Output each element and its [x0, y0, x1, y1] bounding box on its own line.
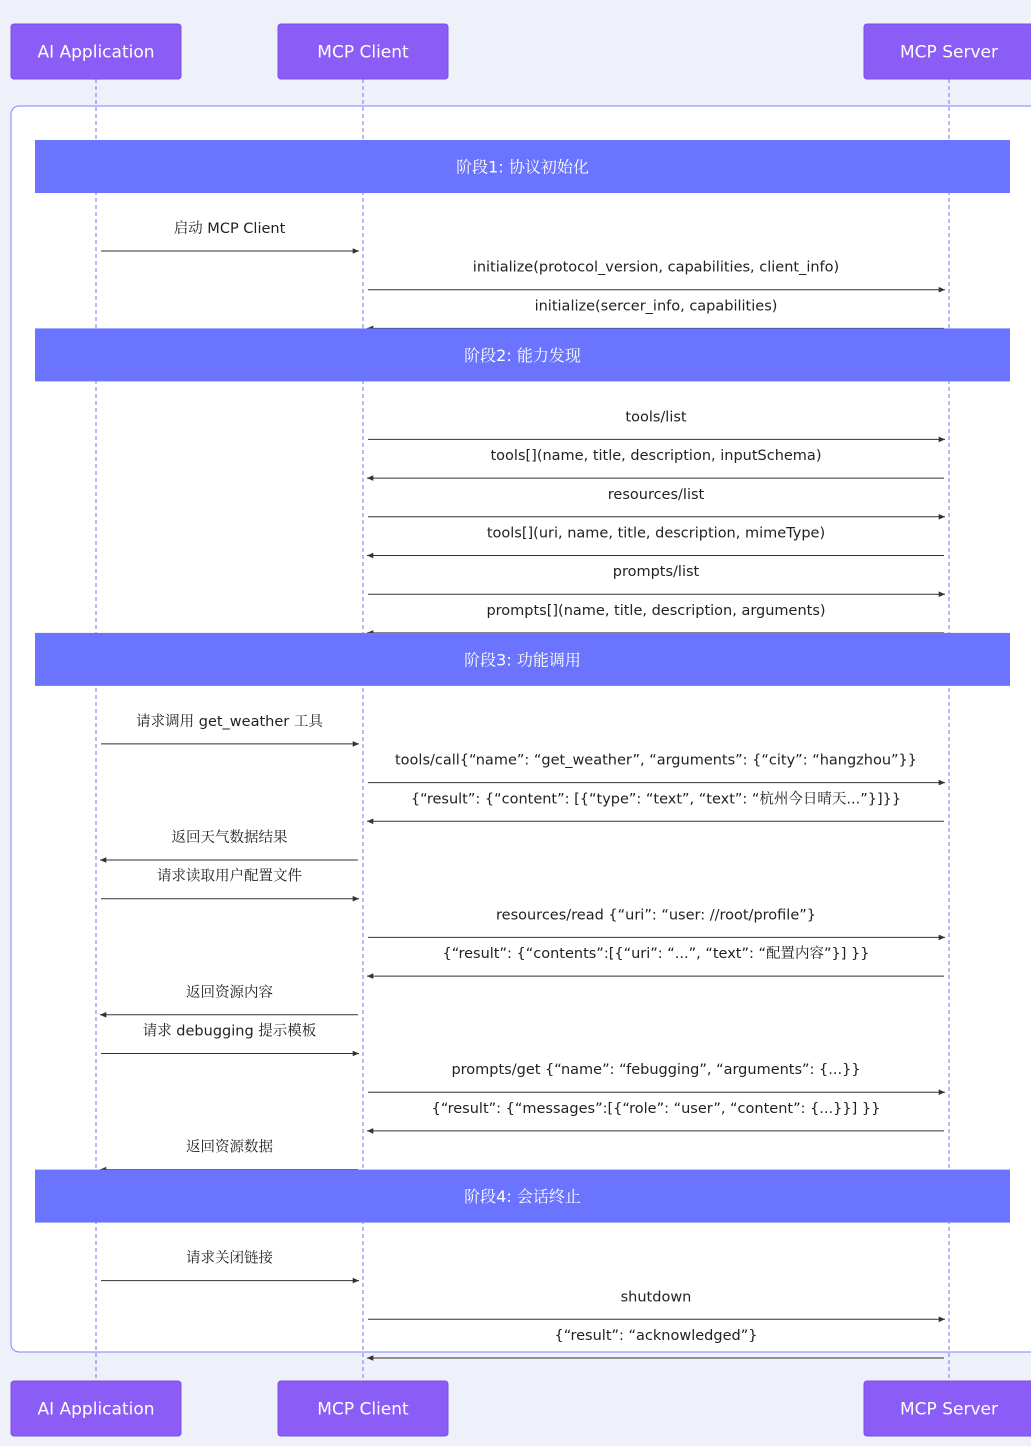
message-label: initialize(protocol_version, capabilities, client_info) — [472, 259, 840, 276]
actor-label: MCP Client — [317, 42, 409, 63]
message-label: shutdown — [620, 1289, 692, 1306]
phase-label: 阶段2: 能力发现 — [464, 345, 581, 365]
actor-client-bottom — [278, 1381, 448, 1436]
actor-label: MCP Server — [900, 42, 998, 63]
message-label: 启动 MCP Client — [173, 221, 286, 237]
phase-bar — [35, 328, 1010, 381]
actor-server-top — [864, 24, 1031, 79]
actor-app-top — [11, 24, 181, 79]
message-label: 请求关闭链接 — [186, 1250, 273, 1267]
phase-bar — [35, 633, 1010, 686]
phase-bar — [35, 140, 1010, 193]
actor-label: MCP Server — [900, 1399, 998, 1420]
message-label: resources/read {“uri”: “user: //root/profile”} — [496, 907, 816, 924]
message-label: 请求 debugging 提示模板 — [142, 1023, 317, 1040]
phase-label: 阶段1: 协议初始化 — [456, 157, 589, 177]
message-label: 返回资源数据 — [186, 1139, 273, 1156]
message-label: prompts/list — [612, 564, 700, 581]
phase-label: 阶段3: 功能调用 — [464, 650, 581, 670]
actor-label: MCP Client — [317, 1399, 409, 1420]
actor-app-bottom — [11, 1381, 181, 1436]
message-label: prompts[](name, title, description, arguments) — [486, 602, 826, 619]
message-label: 返回天气数据结果 — [171, 830, 288, 846]
message-label: {“result”: “acknowledged”} — [554, 1328, 758, 1344]
actor-server-bottom — [864, 1381, 1031, 1436]
message-label: tools/call{“name”: “get_weather”, “arguments”: {“city”: “hangzhou”}} — [394, 752, 918, 769]
actor-label: AI Application — [37, 1399, 155, 1420]
message-label: tools/list — [625, 409, 687, 426]
message-label: 请求调用 get_weather 工具 — [136, 713, 323, 730]
message-label: tools[](name, title, description, inputSchema) — [490, 448, 822, 465]
message-label: {“result”: {“contents”:[{“uri”: “...”, “text”: “配置内容”}] }} — [442, 946, 870, 963]
message-label: prompts/get {“name”: “febugging”, “arguments”: {...}} — [451, 1062, 861, 1079]
phase-bar — [35, 1170, 1010, 1223]
message-label: {“result”: {“content”: [{“type”: “text”, “text”: “杭州今日晴天...”}]}} — [410, 791, 902, 808]
message-label: {“result”: {“messages”:[{“role”: “user”, “content”: {...}}] }} — [431, 1100, 881, 1117]
message-label: initialize(sercer_info, capabilities) — [534, 298, 778, 315]
message-label: tools[](uri, name, title, description, mimeType) — [486, 525, 826, 542]
message-label: resources/list — [607, 486, 705, 503]
actor-client-top — [278, 24, 448, 79]
message-label: 返回资源内容 — [186, 984, 273, 1001]
phase-label: 阶段4: 会话终止 — [464, 1187, 581, 1207]
actor-label: AI Application — [37, 42, 155, 63]
message-label: 请求读取用户配置文件 — [157, 868, 302, 885]
